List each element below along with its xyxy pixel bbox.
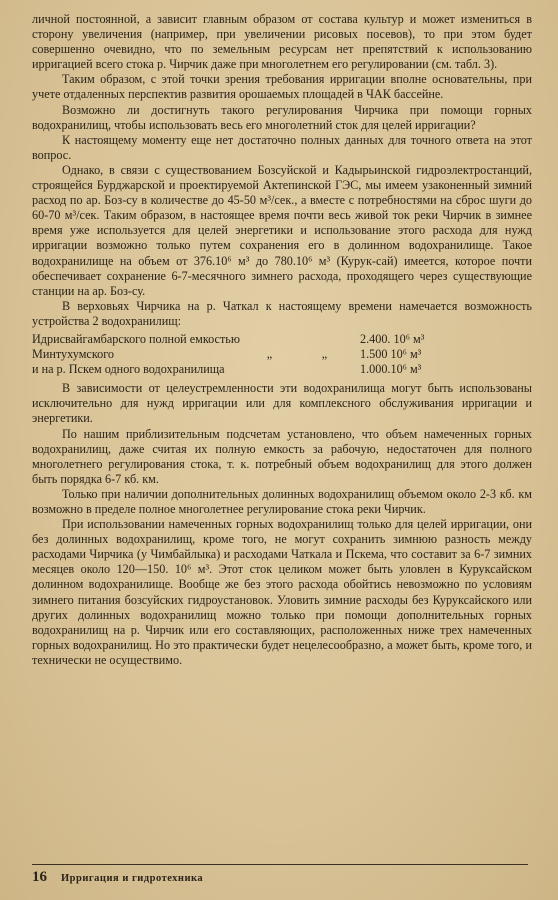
paragraph: В верховьях Чирчика на р. Чаткал к настоящему времени намечается возможность устройства 2 водохранилищ: xyxy=(32,298,532,328)
reservoir-name: Идрисвайгамбарского полной емкостью xyxy=(32,331,240,346)
reservoir-name: и на р. Пскем одного водохранилища xyxy=(32,362,225,377)
reservoir-row xyxy=(32,347,532,362)
reservoir-row xyxy=(32,332,532,347)
page-footer xyxy=(32,864,528,886)
paragraph: К настоящему моменту еще нет достаточно полных данных для точного ответа на этот вопрос. xyxy=(32,132,532,162)
paragraph: Возможно ли достигнуть такого регулирования Чирчика при помощи горных водохранилищ, чтобы использовать весь его многолетний сток для целей ирригации? xyxy=(32,102,532,132)
ditto-mark: „ xyxy=(266,347,273,362)
paragraph: Таким образом, с этой точки зрения требования ирригации вполне основательны, при учете отдаленных перспектив развития орошаемых площадей в ЧАК бассейне. xyxy=(32,72,532,102)
ditto-mark: „ xyxy=(321,347,328,362)
journal-title: Ирригация и гидротехника xyxy=(61,873,204,884)
paragraph: личной постоянной, а зависит главным образом от состава культур и может измениться в сторону увеличения (например, при увеличении рисовых посевов), то при этом будет совершенно очевидно, что по земельным ресурсам нет препятствий к использованию ирригацией всего стока р. Чирчик даже при многолетнем его регулировании (см. табл. 3). xyxy=(32,12,532,72)
reservoir-volume: 1.000.10⁶ м³ xyxy=(360,362,422,377)
paragraph: При использовании намеченных горных водохранилищ только для целей ирригации, они без долинных водохранилищ, кроме того, не могут сохранить зимнюю разность между расходами Чирчика (у Чимбайлыка) и расходами Чаткала и Пскема, что составит за 6-7 зимних месяцев около 120—150. 10⁶ м³. Этот сток целиком может быть уловлен в Куруксайском долинном водохранилище. Вообще же без этого расхода обойтись невозможно по условиям зимнего питания бозсуйских гидроустановок. Уловить зимние расходы без Куруксайского или других долинных водохранилищ можно только при помощи дополнительных горных водохранилищ на р. Чирчик или его составляющих, расположенных ниже трех намеченных горных водохранилищ. Но это практически будет нецелесообразно, а может быть, кроме того, и технически не осуществимо. xyxy=(32,517,532,667)
reservoir-name: Минтухумского xyxy=(32,347,115,362)
paragraph: Только при наличии дополнительных долинных водохранилищ объемом около 2-3 кб. км возможно в пределе полное многолетнее регулирование стока реки Чирчик. xyxy=(32,486,532,516)
reservoir-volume: 2.400. 10⁶ м³ xyxy=(360,331,425,346)
main-text xyxy=(32,12,532,668)
paragraph: В зависимости от целеустремленности эти водохранилища могут быть использованы исключительно для нужд ирригации или для комплексного обслуживания ирригации и энергетики. xyxy=(32,381,532,426)
reservoir-volume: 1.500 10⁶ м³ xyxy=(360,347,422,362)
paragraph: Однако, в связи с существованием Бозсуйской и Кадырьинской гидроэлектростанций, строящейся Бурджарской и проектируемой Актепинской ГЭС, мы имеем узаконенный зимний расход по ар. Боз-су в количестве до 45-50 м³/сек., а вместе с потребностями на сброс шуги до 60-70 м³/сек. Таким образом, в настоящее время почти весь живой ток реки Чирчик в зимнее время уже используется для целей энергетики и использование этого расхода для нужд ирригации возможно только путем сохранения его в долинном водохранилище. Такое водохранилище на объем от 376.10⁶ м³ до 780.10⁶ м³ (Курук-сай) имеется, которое почти обеспечивает сохранение 6-7-месячного зимнего расхода, проходящего через существующие станции на ар. Боз-су. xyxy=(32,162,532,298)
reservoir-list xyxy=(32,332,532,377)
paragraph: По нашим приблизительным подсчетам установлено, что объем намеченных горных водохранилищ, даже считая их полную емкость за рабочую, недостаточен для полного многолетнего регулирования стока, т. к. потребный объем водохранилищ для этого должен быть порядка 6-7 кб. км. xyxy=(32,426,532,486)
page-number: 16 xyxy=(32,869,47,885)
reservoir-row xyxy=(32,362,532,377)
